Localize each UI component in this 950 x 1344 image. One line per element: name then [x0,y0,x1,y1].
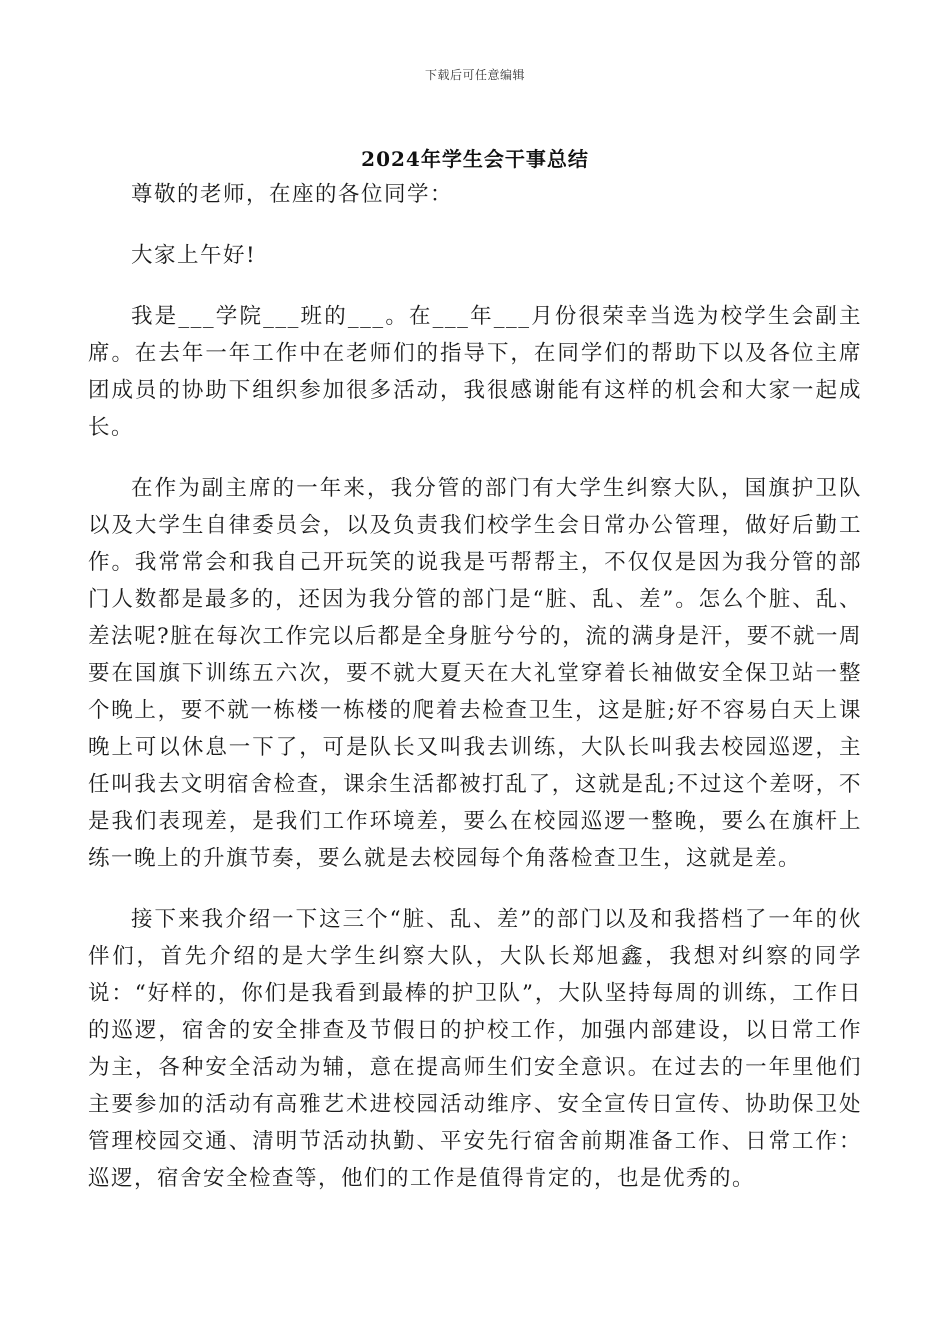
greeting: 大家上午好! [131,243,257,268]
paragraph-departments: 在作为副主席的一年来，我分管的部门有大学生纠察大队，国旗护卫队以及大学生自律委员会，以及负责我们校学生会日常办公管理，做好后勤工作。我常常会和我自己开玩笑的说我是丐帮帮主，不仅仅是因为我分管的部门人数都是最多的，还因为我分管的部门是“脏、乱、差”。怎么个脏、乱、差法呢?脏在每次工作完以后都是全身脏兮兮的，流的满身是汗，要不就一周要在国旗下训练五六次，要不就大夏天在大礼堂穿着长袖做安全保卫站一整个晚上，要不就一栋楼一栋楼的爬着去检查卫生，这是脏;好不容易白天上课晚上可以休息一下了，可是队长又叫我去训练，大队长叫我去校园巡逻，主任叫我去文明宿舍检查，课余生活都被打乱了，这就是乱;不过这个差呀，不是我们表现差，是我们工作环境差，要么在校园巡逻一整晚，要么在旗杆上练一晚上的升旗节奏，要么就是去校园每个角落检查卫生，这就是差。 [88,476,862,871]
document-body [88,176,862,1221]
paragraph-intro: 我是___学院___班的___。在___年___月份很荣幸当选为校学生会副主席。在去年一年工作中在老师们的指导下，在同学们的帮助下以及各位主席团成员的协助下组织参加很多活动，我很感谢能有这样的机会和大家一起成长。 [88,304,862,440]
paragraph-patrol-team: 接下来我介绍一下这三个“脏、乱、差”的部门以及和我搭档了一年的伙伴们，首先介绍的是大学生纠察大队，大队长郑旭鑫，我想对纠察的同学说：“好样的，你们是我看到最棒的护卫队”，大队坚持每周的训练，工作日的巡逻，宿舍的安全排查及节假日的护校工作，加强内部建设，以日常工作为主，各种安全活动为辅，意在提高师生们安全意识。在过去的一年里他们主要参加的活动有高雅艺术进校园活动维序、安全宣传日宣传、协助保卫处管理校园交通、清明节活动执勤、平安先行宿舍前期准备工作、日常工作：巡逻，宿舍安全检查等，他们的工作是值得肯定的，也是优秀的。 [88,907,862,1191]
header-note: 下载后可任意编辑 [424,68,525,82]
document-title: 2024年学生会干事总结 [361,147,589,171]
salutation: 尊敬的老师，在座的各位同学： [131,182,454,207]
